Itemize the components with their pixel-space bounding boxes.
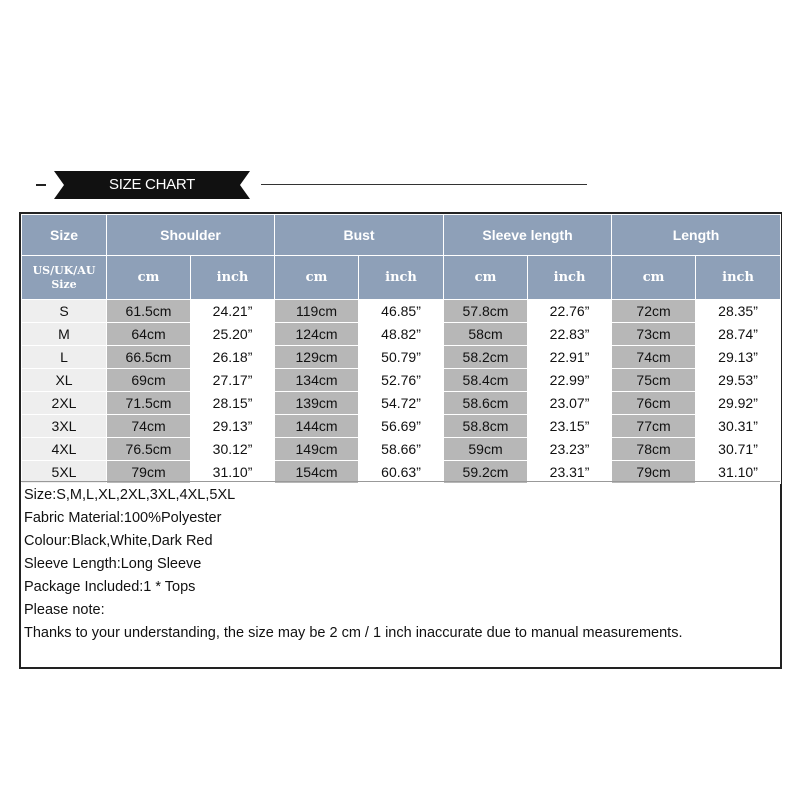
size-table <box>21 214 781 484</box>
inch-cell: 50.79” <box>359 346 444 369</box>
inch-cell: 26.18” <box>191 346 275 369</box>
inch-cell: 23.15” <box>528 415 612 438</box>
cm-cell: 58cm <box>444 323 528 346</box>
cm-cell: 76.5cm <box>107 438 191 461</box>
note-sleeve: Sleeve Length:Long Sleeve <box>24 556 202 572</box>
inch-cell: 56.69” <box>359 415 444 438</box>
note-please-note: Please note: <box>24 602 105 618</box>
table-row <box>22 392 781 415</box>
header-sleeve-length: Sleeve length <box>444 215 612 256</box>
header-shoulder: Shoulder <box>107 215 275 256</box>
size-cell: 3XL <box>22 415 107 438</box>
cm-cell: 79cm <box>107 461 191 484</box>
cm-cell: 124cm <box>275 323 359 346</box>
cm-cell: 129cm <box>275 346 359 369</box>
cm-cell: 64cm <box>107 323 191 346</box>
cm-cell: 59.2cm <box>444 461 528 484</box>
size-cell: L <box>22 346 107 369</box>
inch-cell: 23.31” <box>528 461 612 484</box>
table-row <box>22 346 781 369</box>
inch-cell: 29.53” <box>696 369 781 392</box>
cm-cell: 74cm <box>612 346 696 369</box>
size-cell: 4XL <box>22 438 107 461</box>
inch-cell: 46.85” <box>359 300 444 323</box>
cm-cell: 71.5cm <box>107 392 191 415</box>
cm-cell: 73cm <box>612 323 696 346</box>
group-header-row <box>22 215 781 256</box>
inch-cell: 31.10” <box>696 461 781 484</box>
size-chart-banner <box>54 171 250 199</box>
unit-header: cm <box>107 256 191 300</box>
cm-cell: 134cm <box>275 369 359 392</box>
inch-cell: 28.15” <box>191 392 275 415</box>
inch-cell: 54.72” <box>359 392 444 415</box>
cm-cell: 58.2cm <box>444 346 528 369</box>
size-chart-title-row <box>0 168 800 202</box>
cm-cell: 61.5cm <box>107 300 191 323</box>
cm-cell: 74cm <box>107 415 191 438</box>
size-cell: XL <box>22 369 107 392</box>
cm-cell: 144cm <box>275 415 359 438</box>
cm-cell: 139cm <box>275 392 359 415</box>
product-notes <box>24 484 774 645</box>
inch-cell: 58.66” <box>359 438 444 461</box>
size-cell: 2XL <box>22 392 107 415</box>
unit-header: inch <box>528 256 612 300</box>
inch-cell: 30.12” <box>191 438 275 461</box>
inch-cell: 60.63” <box>359 461 444 484</box>
cm-cell: 78cm <box>612 438 696 461</box>
inch-cell: 31.10” <box>191 461 275 484</box>
inch-cell: 52.76” <box>359 369 444 392</box>
unit-header: cm <box>275 256 359 300</box>
inch-cell: 22.83” <box>528 323 612 346</box>
cm-cell: 154cm <box>275 461 359 484</box>
title-rule-line <box>261 184 587 185</box>
note-sizes: Size:S,M,L,XL,2XL,3XL,4XL,5XL <box>24 487 236 503</box>
note-package: Package Included:1 * Tops <box>24 579 196 595</box>
cm-cell: 76cm <box>612 392 696 415</box>
inch-cell: 23.07” <box>528 392 612 415</box>
header-size: Size <box>22 215 107 256</box>
size-cell: S <box>22 300 107 323</box>
inch-cell: 22.99” <box>528 369 612 392</box>
unit-header: inch <box>359 256 444 300</box>
inch-cell: 24.21” <box>191 300 275 323</box>
cm-cell: 79cm <box>612 461 696 484</box>
note-measurement-disclaimer: Thanks to your understanding, the size may be 2 cm / 1 inch inaccurate due to manual measurements. <box>24 625 683 641</box>
inch-cell: 28.35” <box>696 300 781 323</box>
unit-header: cm <box>612 256 696 300</box>
unit-header: inch <box>696 256 781 300</box>
inch-cell: 27.17” <box>191 369 275 392</box>
cm-cell: 77cm <box>612 415 696 438</box>
unit-header-row <box>22 256 781 300</box>
inch-cell: 23.23” <box>528 438 612 461</box>
table-row <box>22 369 781 392</box>
cm-cell: 72cm <box>612 300 696 323</box>
notes-divider <box>21 481 780 482</box>
size-chart-title: SIZE CHART <box>109 176 195 193</box>
unit-header: cm <box>444 256 528 300</box>
cm-cell: 58.6cm <box>444 392 528 415</box>
cm-cell: 119cm <box>275 300 359 323</box>
cm-cell: 58.8cm <box>444 415 528 438</box>
inch-cell: 25.20” <box>191 323 275 346</box>
inch-cell: 30.31” <box>696 415 781 438</box>
inch-cell: 22.76” <box>528 300 612 323</box>
inch-cell: 29.13” <box>696 346 781 369</box>
table-row <box>22 438 781 461</box>
title-dash-decoration <box>36 184 46 186</box>
cm-cell: 66.5cm <box>107 346 191 369</box>
note-fabric: Fabric Material:100%Polyester <box>24 510 222 526</box>
inch-cell: 28.74” <box>696 323 781 346</box>
unit-header: inch <box>191 256 275 300</box>
inch-cell: 29.92” <box>696 392 781 415</box>
inch-cell: 22.91” <box>528 346 612 369</box>
header-bust: Bust <box>275 215 444 256</box>
size-cell: M <box>22 323 107 346</box>
table-row <box>22 415 781 438</box>
cm-cell: 57.8cm <box>444 300 528 323</box>
inch-cell: 30.71” <box>696 438 781 461</box>
inch-cell: 29.13” <box>191 415 275 438</box>
table-row <box>22 300 781 323</box>
header-size-region: US/UK/AU Size <box>22 256 107 300</box>
note-colour: Colour:Black,White,Dark Red <box>24 533 213 549</box>
inch-cell: 48.82” <box>359 323 444 346</box>
header-length: Length <box>612 215 781 256</box>
size-cell: 5XL <box>22 461 107 484</box>
cm-cell: 58.4cm <box>444 369 528 392</box>
table-row <box>22 323 781 346</box>
cm-cell: 69cm <box>107 369 191 392</box>
cm-cell: 59cm <box>444 438 528 461</box>
size-chart-frame <box>19 212 782 669</box>
cm-cell: 75cm <box>612 369 696 392</box>
cm-cell: 149cm <box>275 438 359 461</box>
